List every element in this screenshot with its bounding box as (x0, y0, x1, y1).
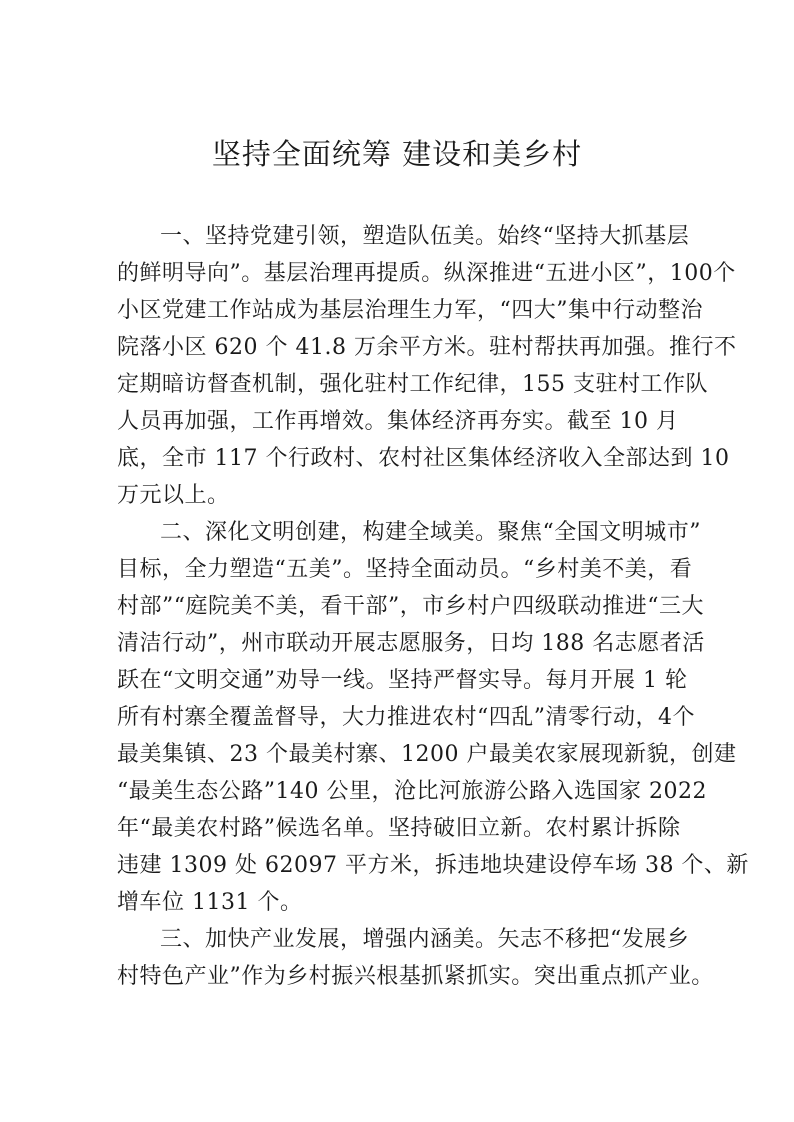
paragraph-1-line-3: 小区党建工作站成为基层治理生力军，“四大”集中行动整治 (117, 298, 703, 323)
paragraph-2-line-2: 目标，全力塑造“五美”。坚持全面动员。“乡村美不美，看 (117, 557, 693, 582)
paragraph-2-line-7: 最美集镇、23 个最美村寨、1200 户最美农家展现新貌，创建 (117, 742, 737, 767)
paragraph-1-line-6: 人员再加强，工作再增效。集体经济再夯实。截至 10 月 (117, 409, 679, 434)
paragraph-2-line-11: 增车位 1131 个。 (117, 890, 303, 915)
paragraph-1-line-5: 定期暗访督查机制，强化驻村工作纪律，155 支驻村工作队 (117, 372, 708, 397)
paragraph-2-line-6: 所有村寨全覆盖督导，大力推进农村“四乱”清零行动，4个 (117, 705, 695, 730)
paragraph-1-line-2: 的鲜明导向”。基层治理再提质。纵深推进“五进小区”，100个 (117, 261, 736, 286)
paragraph-2-line-3: 村部”“庭院美不美，看干部”，市乡村户四级联动推进“三大 (117, 594, 704, 619)
paragraph-1-line-1: 一、坚持党建引领，塑造队伍美。始终“坚持大抓基层 (160, 224, 690, 249)
paragraph-2-line-9: 年“最美农村路”候选名单。坚持破旧立新。农村累计拆除 (117, 816, 681, 841)
paragraph-2-line-5: 跃在“文明交通”劝导一线。坚持严督实导。每月开展 1 轮 (117, 668, 688, 693)
paragraph-3-line-2: 村特色产业”作为乡村振兴根基抓紧抓实。突出重点抓产业。 (117, 964, 714, 989)
paragraph-3-line-1: 三、加快产业发展，增强内涵美。矢志不移把“发展乡 (160, 927, 690, 952)
paragraph-2-line-10: 违建 1309 处 62097 平方米，拆违地块建设停车场 38 个、新 (117, 853, 749, 878)
paragraph-1-line-8: 万元以上。 (117, 483, 230, 508)
paragraph-1-line-4: 院落小区 620 个 41.8 万余平方米。驻村帮扶再加强。推行不 (117, 335, 737, 360)
paragraph-1-line-7: 底，全市 117 个行政村、农村社区集体经济收入全部达到 10 (117, 446, 730, 471)
document-title: 坚持全面统筹 建设和美乡村 (211, 137, 583, 171)
paragraph-2-line-8: “最美生态公路”140 公里，沧比河旅游公路入选国家 2022 (117, 779, 707, 804)
paragraph-2-line-1: 二、深化文明创建，构建全域美。聚焦“全国文明城市” (160, 520, 701, 545)
paragraph-2-line-4: 清洁行动”，州市联动开展志愿服务，日均 188 名志愿者活 (117, 631, 705, 656)
